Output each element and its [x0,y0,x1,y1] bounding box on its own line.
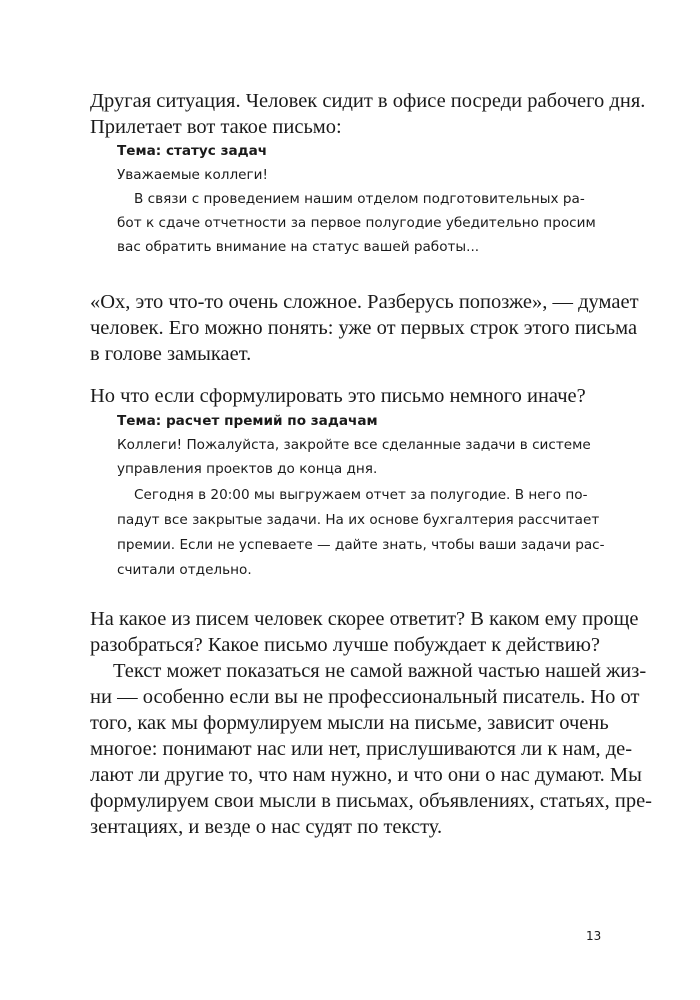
paragraph-5-line-1: Текст может показаться не самой важной частью нашей жиз- [113,660,647,682]
paragraph-1-line-2: Прилетает вот такое письмо: [90,116,342,138]
paragraph-3-line-1: Но что если сформулировать это письмо немного иначе? [90,385,586,407]
paragraph-5-line-3: того, как мы формулируем мысли на письме, зависит очень [90,712,609,734]
paragraph-2-line-3: в голове замыкает. [90,343,252,365]
email-1-greeting: Уважаемые коллеги! [117,167,268,183]
email-1-subject: Тема: статус задач [117,143,268,159]
email-2-line-6: считали отдельно. [117,562,252,578]
email-1-body-line-3: вас обратить внимание на статус вашей работы... [117,239,480,255]
email-2-subject: Тема: расчет премий по задачам [117,413,378,429]
paragraph-1-line-1: Другая ситуация. Человек сидит в офисе посреди рабочего дня. [90,90,646,112]
paragraph-2-line-2: человек. Его можно понять: уже от первых строк этого письма [90,317,638,339]
email-2-line-1: Коллеги! Пожалуйста, закройте все сделанные задачи в системе [117,437,591,453]
paragraph-2-line-1: «Ох, это что-то очень сложное. Разберусь попозже», — думает [90,291,639,313]
paragraph-5-line-2: ни — особенно если вы не профессиональный писатель. Но от [90,686,640,708]
page-number: 13 [586,929,602,943]
paragraph-4-line-2: разобраться? Какое письмо лучше побуждает к действию? [90,634,600,656]
paragraph-5-line-5: лают ли другие то, что нам нужно, и что они о нас думают. Мы [90,764,642,786]
email-1-body-line-2: бот к сдаче отчетности за первое полугодие убедительно просим [117,215,596,231]
paragraph-5-line-4: многое: понимают нас или нет, прислушиваются ли к нам, де- [90,738,633,760]
email-2-line-2: управления проектов до конца дня. [117,461,378,477]
paragraph-5-line-6: формулируем свои мысли в письмах, объявлениях, статьях, пре- [90,790,652,812]
email-1-body-line-1: В связи с проведением нашим отделом подготовительных ра- [134,191,585,207]
email-2-line-4: падут все закрытые задачи. На их основе бухгалтерия рассчитает [117,512,600,528]
email-2-line-5: премии. Если не успеваете — дайте знать, чтобы ваши задачи рас- [117,537,605,553]
paragraph-4-line-1: На какое из писем человек скорее ответит? В каком ему проще [90,608,639,630]
email-2-line-3: Сегодня в 20:00 мы выгружаем отчет за полугодие. В него по- [134,487,588,503]
paragraph-5-line-7: зентациях, и везде о нас судят по тексту. [90,816,443,838]
